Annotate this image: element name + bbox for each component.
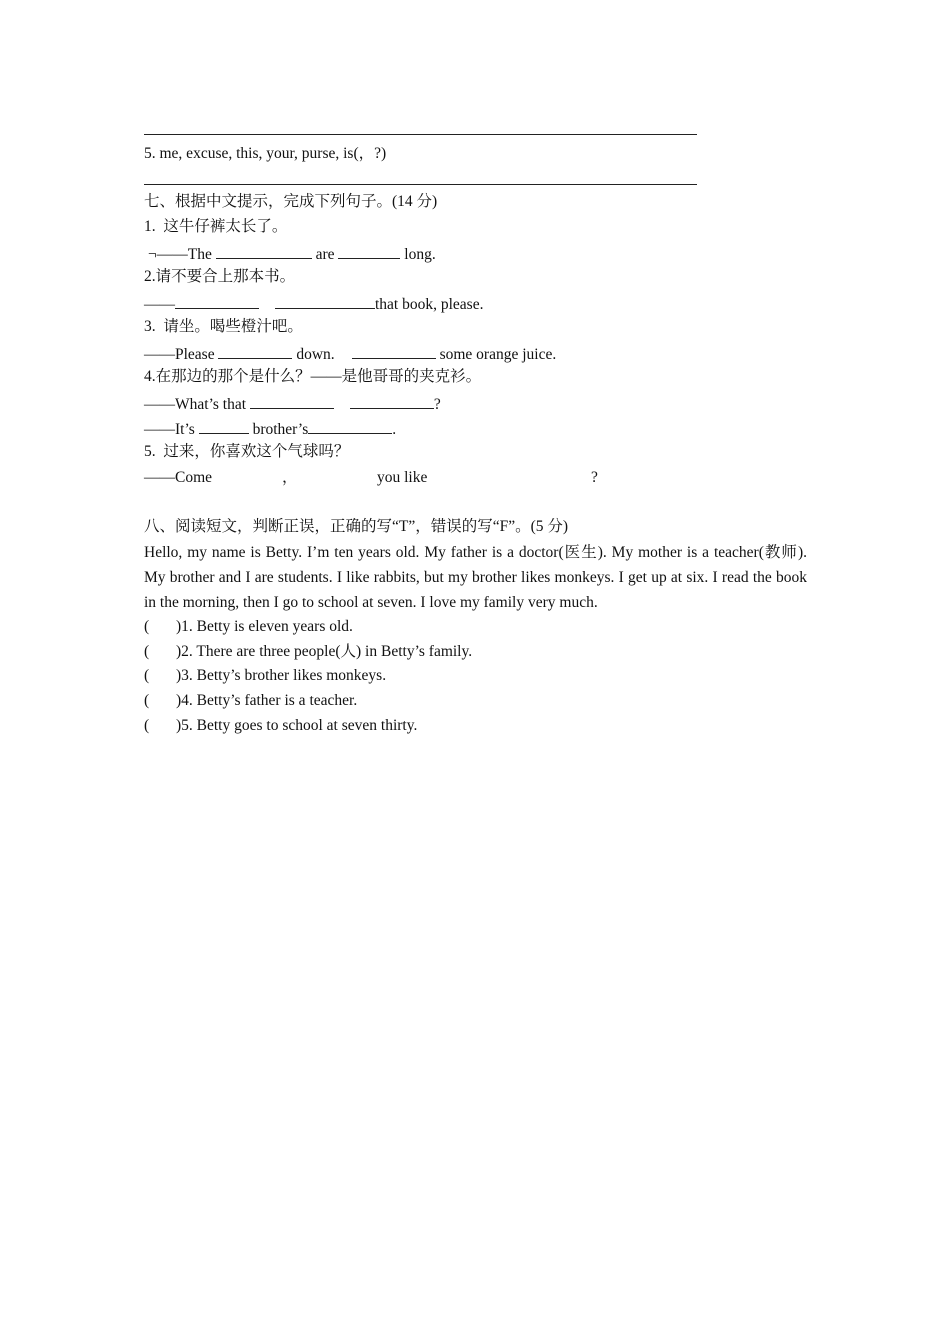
tf-statement: )4. Betty’s father is a teacher. — [176, 692, 358, 709]
tf-statement: )2. There are three people(人) in Betty’s family. — [176, 643, 473, 660]
tf-item — [144, 617, 353, 637]
blank[interactable] — [308, 418, 392, 434]
blank[interactable] — [216, 243, 312, 259]
section-8-heading: 八、阅读短文，判断正误，正确的写“T”，错误的写“F”。(5 分) — [144, 518, 569, 535]
q7-2-english: —— that book, please. — [144, 293, 483, 315]
answer-paren[interactable]: ( — [144, 692, 150, 709]
q7-5-comma: ， — [282, 469, 298, 486]
blank[interactable] — [275, 293, 375, 309]
answer-paren[interactable]: ( — [144, 717, 150, 734]
answer-paren[interactable]: ( — [144, 618, 150, 635]
tf-item — [144, 716, 417, 736]
tf-item — [144, 691, 357, 711]
tf-statement: )5. Betty goes to school at seven thirty. — [176, 717, 418, 734]
tf-item — [144, 642, 472, 662]
q7-5-question-mark: ? — [591, 469, 598, 486]
tf-statement: )1. Betty is eleven years old. — [176, 618, 353, 635]
blank[interactable] — [352, 343, 436, 359]
blank[interactable] — [218, 343, 292, 359]
q7-2-chinese: 2.请不要合上那本书。 — [144, 268, 296, 285]
q7-3-chinese: 3. 请坐。喝些橙汁吧。 — [144, 318, 303, 335]
blank[interactable] — [199, 418, 249, 434]
blank[interactable] — [350, 393, 434, 409]
q7-4-english-a: ——What’s that ? — [144, 393, 441, 415]
tf-statement: )3. Betty’s brother likes monkeys. — [176, 667, 387, 684]
q7-4-chinese: 4.在那边的那个是什么？——是他哥哥的夹克衫。 — [144, 368, 482, 385]
answer-paren[interactable]: ( — [144, 643, 150, 660]
q7-5-english-start: ——Come — [144, 469, 213, 486]
tf-item — [144, 666, 386, 686]
q7-4-english-b: ——It’s brother’s . — [144, 418, 396, 440]
reorder-item-5: 5. me, excuse, this, your, purse, is(，?) — [144, 145, 387, 162]
answer-paren[interactable]: ( — [144, 667, 150, 684]
answer-line-5 — [144, 184, 697, 185]
q7-1-chinese: 1. 这牛仔裤太长了。 — [144, 218, 288, 235]
blank[interactable] — [338, 243, 400, 259]
q7-5-chinese: 5. 过来，你喜欢这个气球吗？ — [144, 443, 350, 460]
section-7-heading: 七、根据中文提示，完成下列句子。(14 分) — [144, 193, 438, 210]
answer-line-4 — [144, 134, 697, 135]
reading-passage: Hello, my name is Betty. I’m ten years old. My father is a doctor(医生). My mother is a teacher(教师). My brother and I are students. I like rabbits, but my brother likes monkeys. I get up at six. I read the book in the morning, then I go to school at seven. I love my family very much. — [144, 544, 807, 611]
q7-5-english-mid: you like — [377, 469, 428, 486]
blank[interactable] — [250, 393, 334, 409]
q7-1-english: ¬——The are long. — [148, 243, 436, 265]
blank[interactable] — [175, 293, 259, 309]
q7-3-english: ——Please down. some orange juice. — [144, 343, 556, 365]
